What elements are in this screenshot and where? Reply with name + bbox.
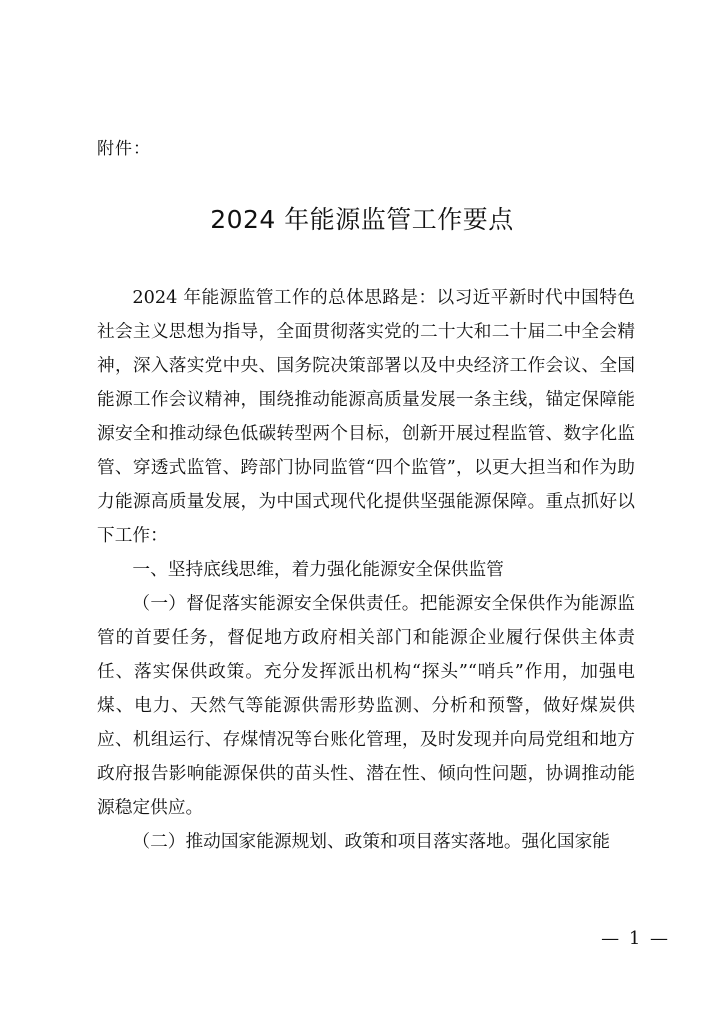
document-body [97,281,635,859]
paragraph-item-1: （一）督促落实能源安全保供责任。把能源安全保供作为能源监管的首要任务，督促地方政府相关部门和能源企业履行保供主体责任、落实保供政策。充分发挥派出机构“探头”“哨兵”作用，加强电煤、电力、天然气等能源供需形势监测、分析和预警，做好煤炭供应、机组运行、存煤情况等台账化管理，及时发现并向局党组和地方政府报告影响能源保供的苗头性、潜在性、倾向性问题，协调推动能源稳定供应。 [97,594,635,818]
page-number: — 1 — [601,928,670,949]
intro-paragraph: 2024 年能源监管工作的总体思路是：以习近平新时代中国特色社会主义思想为指导，全面贯彻落实党的二十大和二十届二中全会精神，深入落实党中央、国务院决策部署以及中央经济工作会议、全国能源工作会议精神，围绕推动能源高质量发展一条主线，锚定保障能源安全和推动绿色低碳转型两个目标，创新开展过程监管、数字化监管、穿透式监管、跨部门协同监管“四个监管”，以更大担当和作为助力能源高质量发展，为中国式现代化提供坚强能源保障。重点抓好以下工作： [97,288,635,546]
document-title: 2024 年能源监管工作要点 [210,205,514,234]
section-heading: 一、坚持底线思维，着力强化能源安全保供监管 [132,560,504,580]
attachment-label: 附件： [97,139,151,159]
paragraph-item-2: （二）推动国家能源规划、政策和项目落实落地。强化国家能 [132,832,610,852]
